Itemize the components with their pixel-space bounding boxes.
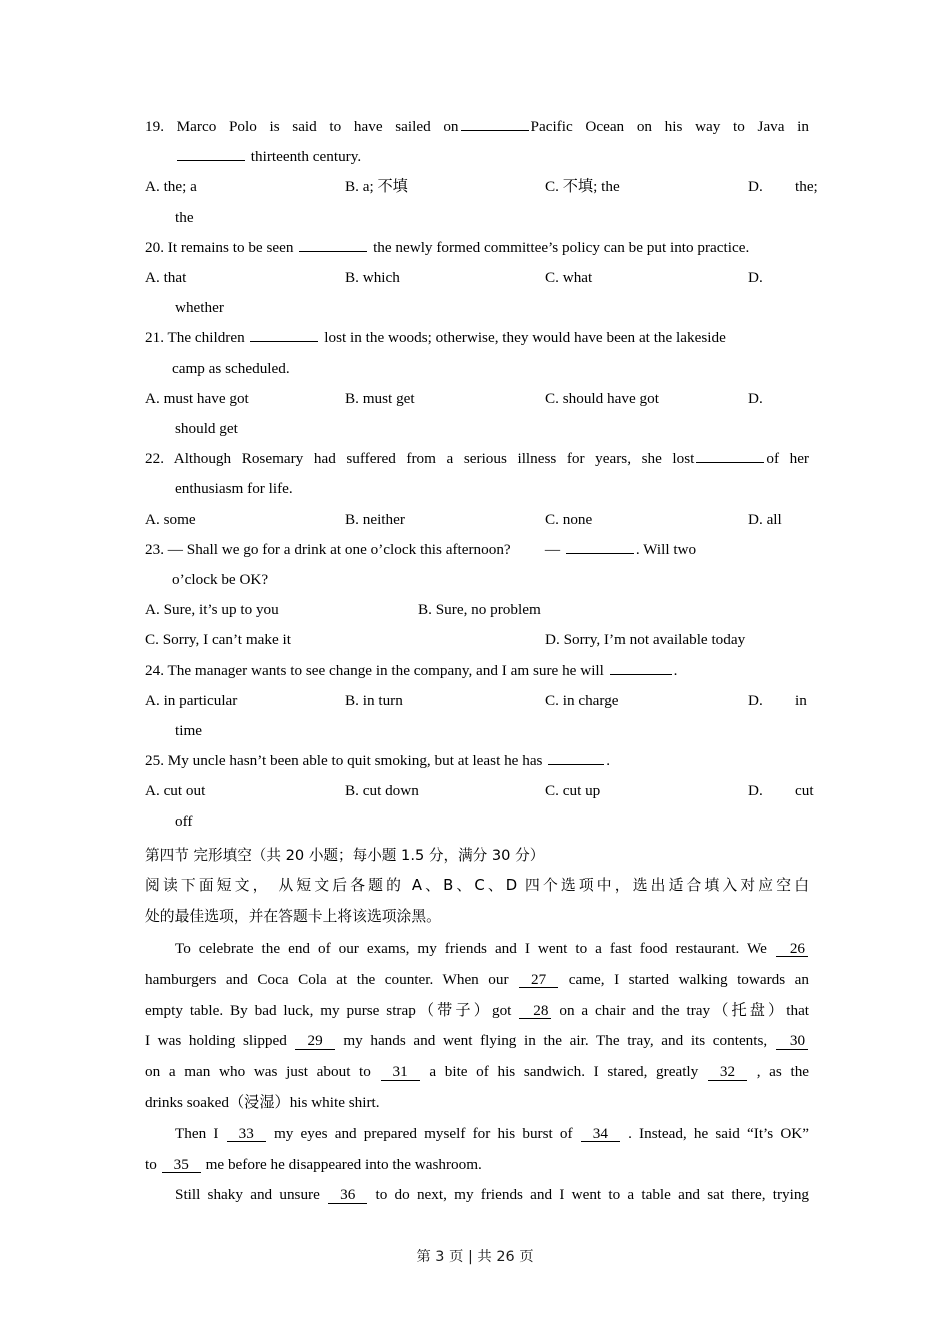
section-instruction-line-1: 阅读下面短文， 从短文后各题的 A、B、C、D 四个选项中，选出适合填入对应空白: [145, 877, 809, 895]
q20-stem-b: the newly formed committee’s policy can be put into practice.: [373, 238, 750, 256]
question-21-stem-line-1: [145, 323, 809, 353]
q19-option-d-key: D.: [748, 178, 763, 196]
p2-l1-text-c: . Instead, he said “It’s OK”: [628, 1124, 810, 1142]
q23-stem-c: . Will two: [635, 540, 697, 558]
q22-option-b[interactable]: [345, 505, 405, 535]
q21-option-a-key: A.: [145, 389, 160, 407]
q19-blank-1: [461, 116, 529, 131]
q19-option-b-text: a; 不填: [362, 178, 408, 196]
q20-option-c-text: what: [562, 269, 593, 286]
q21-option-b[interactable]: [345, 384, 415, 414]
q25-stem-b: .: [606, 752, 611, 770]
q25-option-d-text: cut: [795, 782, 814, 800]
q21-option-b-key: B.: [345, 389, 359, 407]
question-23-options-row-2: [145, 625, 809, 655]
q23-blank-1: [566, 539, 634, 554]
q24-option-a[interactable]: [145, 686, 237, 716]
p1-l2-text-a: hamburgers and Coca Cola at the counter. When our: [145, 970, 509, 988]
cloze-blank-26[interactable]: 26: [776, 941, 808, 958]
q19-option-c-text: 不填; the: [562, 178, 620, 196]
question-19-stem-line-1: [145, 112, 809, 142]
q22-option-b-text: neither: [362, 510, 405, 528]
page-content: [145, 112, 818, 1211]
q25-option-a[interactable]: [145, 776, 205, 806]
question-23-stem-line-1: [145, 535, 809, 565]
p3-l1-text-b: to do next, my friends and I went to a table and sat there, trying: [375, 1186, 810, 1204]
question-22-options: [145, 505, 809, 535]
question-23-options-row-1: [145, 595, 809, 625]
q23-option-c-text: Sorry, I can’t make it: [162, 631, 291, 649]
p1-l3-text-b: on a chair and the tray（托盘）that: [559, 1001, 810, 1019]
q19-stem-c: thirteenth century.: [250, 148, 362, 166]
q22-blank-1: [696, 448, 764, 463]
cloze-blank-32[interactable]: 32: [708, 1064, 747, 1081]
q23-option-c-key: C.: [145, 631, 159, 649]
passage-p1-line-1: [145, 934, 809, 965]
question-25-stem: [145, 746, 809, 776]
q25-option-b-text: cut down: [362, 782, 419, 800]
q22-option-d-text: all: [766, 510, 782, 528]
q25-option-a-key: A.: [145, 782, 160, 800]
section-instruction-line-2: 处的最佳选项，并在答题卡上将该选项涂黑。: [145, 907, 441, 925]
q21-option-d[interactable]: [748, 384, 763, 414]
question-20-option-overflow: whether: [175, 299, 224, 317]
q25-option-a-text: cut out: [163, 782, 206, 800]
q24-option-b[interactable]: [345, 686, 403, 716]
cloze-blank-28[interactable]: 28: [519, 1003, 551, 1020]
p2-l2-text-b: me before he disappeared into the washroom.: [205, 1155, 482, 1173]
q24-option-d-key-wrap[interactable]: [748, 686, 763, 716]
q20-option-b-key: B.: [345, 269, 359, 286]
q24-option-b-text: in turn: [362, 691, 403, 709]
question-23-stem-line-2: o’clock be OK?: [172, 570, 269, 588]
q23-option-b-text: Sure, no problem: [435, 601, 541, 619]
q21-option-a-text: must have got: [163, 389, 249, 407]
q19-option-a-key: A.: [145, 178, 160, 196]
q25-option-b-key: B.: [345, 782, 359, 800]
q23-option-c[interactable]: [145, 625, 291, 655]
q24-option-d-text-wrap[interactable]: [795, 686, 807, 716]
q20-option-c-key: C.: [545, 269, 559, 286]
p1-l5-text-c: , as the: [756, 1063, 810, 1081]
q25-option-c-text: cut up: [562, 782, 601, 800]
q19-stem-b: Pacific Ocean on his way to Java in: [530, 118, 809, 135]
q21-option-d-key: D.: [748, 389, 763, 407]
passage-p1-line-4: [145, 1026, 809, 1057]
q23-option-d[interactable]: [545, 625, 745, 655]
q25-option-c[interactable]: [545, 776, 600, 806]
q24-option-c-text: in charge: [562, 691, 619, 709]
q20-blank-1: [299, 237, 367, 252]
q21-option-c-text: should have got: [562, 389, 659, 407]
question-19-option-overflow: the: [175, 208, 194, 226]
question-24-option-overflow: time: [175, 721, 202, 739]
question-20-stem: [145, 233, 809, 263]
question-19-options: [145, 172, 818, 202]
q21-stem-a: 21. The children: [145, 329, 245, 347]
p1-l5-text-b: a bite of his sandwich. I stared, greatly: [429, 1063, 699, 1081]
q25-stem-a: 25. My uncle hasn’t been able to quit smoking, but at least he has: [145, 752, 543, 770]
q25-option-d-text-wrap[interactable]: [795, 776, 814, 806]
q24-option-c-key: C.: [545, 691, 559, 709]
cloze-blank-36[interactable]: 36: [328, 1187, 367, 1204]
q22-stem-b: of her: [766, 450, 809, 468]
q20-option-b-text: which: [362, 269, 400, 286]
cloze-blank-29[interactable]: 29: [295, 1033, 334, 1050]
passage-p1-line-3: [145, 996, 809, 1027]
q21-stem-b: lost in the woods; otherwise, they would have been at the lakeside: [324, 329, 726, 347]
p2-l2-text-a: to: [145, 1155, 157, 1173]
q23-option-d-key: D.: [545, 631, 560, 649]
q24-option-d-key: D.: [748, 691, 763, 709]
q22-option-c-text: none: [562, 510, 593, 528]
q23-option-d-text: Sorry, I’m not available today: [563, 631, 746, 649]
passage-p2-line-2: [145, 1150, 809, 1181]
cloze-blank-35[interactable]: 35: [162, 1157, 201, 1174]
q19-option-d-text: the;: [795, 178, 818, 196]
q22-option-a-key: A.: [145, 510, 160, 528]
q20-stem-a: 20. It remains to be seen: [145, 238, 294, 256]
q19-option-a[interactable]: [145, 172, 197, 202]
q19-option-b[interactable]: [345, 172, 408, 202]
q24-option-a-key: A.: [145, 691, 160, 709]
q22-option-d-key: D.: [748, 510, 763, 528]
p1-l4-text-a: I was holding slipped: [145, 1032, 287, 1050]
q21-option-b-text: must get: [362, 389, 415, 407]
q19-stem-a: 19. Marco Polo is said to have sailed on: [145, 118, 459, 135]
p1-l2-text-b: came, I started walking towards an: [568, 970, 809, 988]
q19-option-d-text-wrap[interactable]: [795, 172, 818, 202]
q20-option-a-text: that: [163, 269, 187, 286]
q22-option-a[interactable]: [145, 505, 196, 535]
passage-p2-line-1: [145, 1119, 809, 1150]
q23-option-a-key: A.: [145, 601, 160, 619]
q22-option-c[interactable]: [545, 505, 592, 535]
q25-option-b[interactable]: [345, 776, 419, 806]
cloze-blank-30[interactable]: 30: [776, 1033, 808, 1050]
q24-option-d-text: in: [795, 691, 807, 709]
passage-p1-line-5: [145, 1057, 809, 1088]
passage-p1-line-6: drinks soaked（浸湿）his white shirt.: [145, 1093, 380, 1111]
q23-option-b-key: B.: [418, 601, 432, 619]
p1-l1-text: To celebrate the end of our exams, my friends and I went to a fast food restaurant. We: [175, 939, 767, 957]
q24-stem-a: 24. The manager wants to see change in the company, and I am sure he will: [145, 661, 604, 679]
q23-option-a-text: Sure, it’s up to you: [163, 601, 279, 619]
question-20-options: [145, 263, 809, 293]
question-22-stem-line-1: [145, 444, 809, 474]
question-21-option-overflow: should get: [175, 419, 238, 437]
q25-option-d-key-wrap[interactable]: [748, 776, 763, 806]
cloze-blank-27[interactable]: 27: [519, 972, 558, 989]
q23-option-b[interactable]: [418, 595, 541, 625]
question-22-stem-line-2: enthusiasm for life.: [175, 480, 293, 498]
q20-option-a-key: A.: [145, 269, 160, 286]
question-25-option-overflow: off: [175, 812, 193, 830]
cloze-blank-33[interactable]: 33: [227, 1126, 266, 1143]
q24-option-a-text: in particular: [163, 691, 238, 709]
q22-option-a-text: some: [163, 510, 196, 528]
question-21-stem-line-2: camp as scheduled.: [172, 359, 290, 377]
q22-option-b-key: B.: [345, 510, 359, 528]
q22-option-d[interactable]: [748, 505, 782, 535]
q24-blank-1: [610, 660, 672, 675]
q25-option-c-key: C.: [545, 782, 559, 800]
question-24-options: [145, 686, 809, 716]
cloze-blank-31[interactable]: 31: [381, 1064, 420, 1081]
q20-option-b[interactable]: [345, 263, 400, 293]
q21-option-a[interactable]: [145, 384, 249, 414]
cloze-passage: [145, 934, 809, 1211]
q22-stem-a: 22. Although Rosemary had suffered from a serious illness for years, she lost: [145, 450, 695, 468]
q24-option-b-key: B.: [345, 691, 359, 709]
q25-option-d-key: D.: [748, 782, 763, 800]
q19-option-b-key: B.: [345, 178, 359, 196]
q22-option-c-key: C.: [545, 510, 559, 528]
p2-l1-text-a: Then I: [175, 1124, 219, 1142]
q23-stem-b: —: [544, 540, 561, 558]
page-footer: 第 3 页 | 共 26 页: [416, 1249, 534, 1265]
q20-option-d-key: D.: [748, 269, 763, 286]
q20-option-c[interactable]: [545, 263, 592, 293]
q23-option-a[interactable]: [145, 595, 279, 625]
q21-option-c-key: C.: [545, 389, 559, 407]
p2-l1-text-b: my eyes and prepared myself for his burst of: [273, 1124, 573, 1142]
q19-option-c[interactable]: [545, 172, 620, 202]
q25-blank-1: [548, 750, 604, 765]
q19-option-a-text: the; a: [163, 178, 197, 196]
question-19-stem-line-2: [145, 142, 809, 172]
question-21-options: [145, 384, 809, 414]
question-25-options: [145, 776, 814, 806]
p1-l4-text-b: my hands and went flying in the air. The tray, and its contents,: [343, 1032, 768, 1050]
q21-option-c[interactable]: [545, 384, 659, 414]
p1-l3-text-a: empty table. By bad luck, my purse strap（带子）got: [145, 1001, 512, 1019]
q19-option-d-key-wrap[interactable]: [748, 172, 763, 202]
passage-p1-line-2: [145, 965, 809, 996]
section-heading: 第四节 完形填空（共 20 小题；每小题 1.5 分，满分 30 分）: [145, 846, 545, 864]
p1-l5-text-a: on a man who was just about to: [145, 1063, 371, 1081]
passage-p3-line-1: [145, 1180, 809, 1211]
cloze-blank-34[interactable]: 34: [581, 1126, 620, 1143]
q24-stem-b: .: [673, 661, 678, 679]
question-24-stem: [145, 656, 809, 686]
q20-option-a[interactable]: [145, 263, 186, 293]
q23-stem-a: 23. — Shall we go for a drink at one o’clock this afternoon?: [145, 540, 511, 558]
q19-blank-2: [177, 146, 245, 161]
q24-option-c[interactable]: [545, 686, 619, 716]
q21-blank-1: [250, 327, 318, 342]
q20-option-d[interactable]: [748, 263, 763, 293]
p3-l1-text-a: Still shaky and unsure: [175, 1186, 320, 1204]
q19-option-c-key: C.: [545, 178, 559, 196]
